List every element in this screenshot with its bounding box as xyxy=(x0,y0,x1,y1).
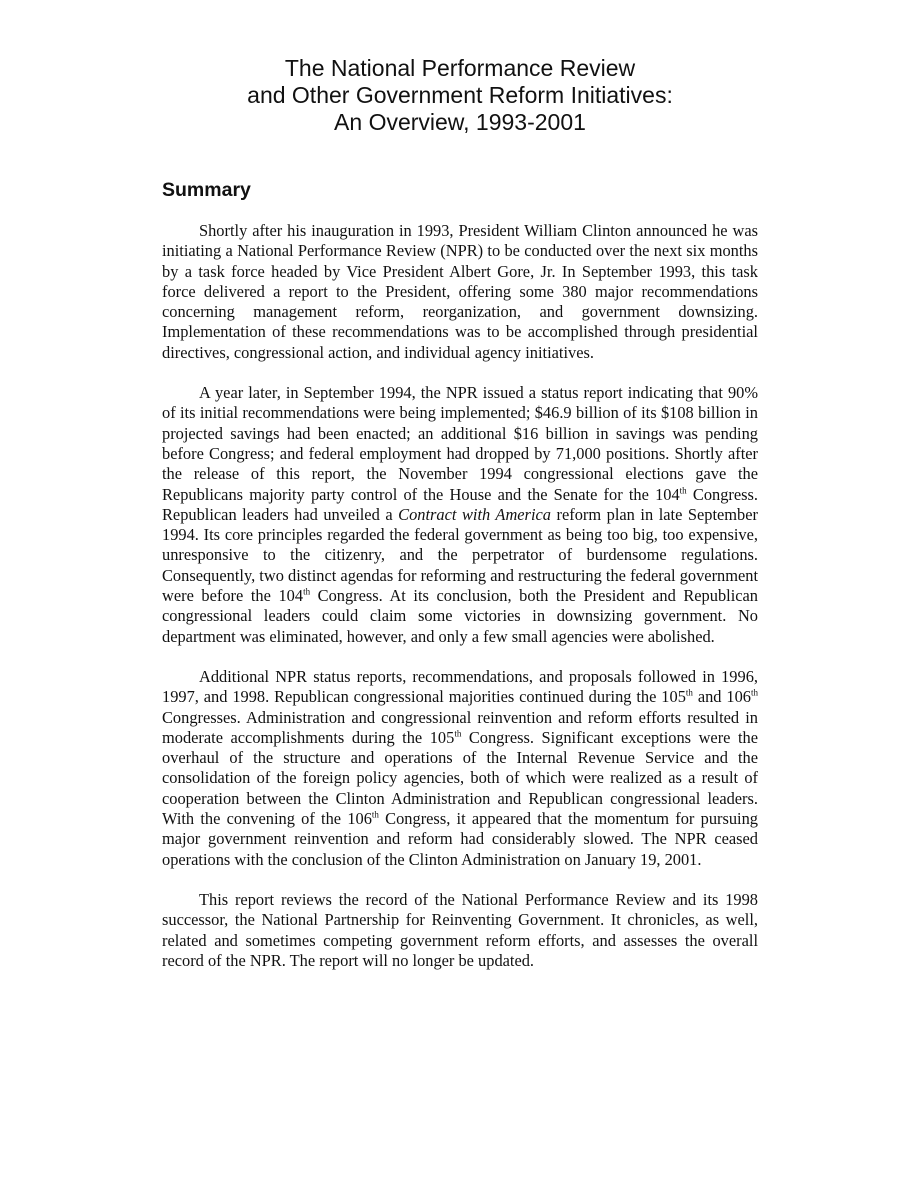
p2-text-a: A year later, in September 1994, the NPR issued a status report indicating that 90% of its initial recommendations were being implemented; $46.9 billion of its $108 billion in projected savings had been enacted; an additional $16 billion in savings was pending before Congress; and federal employment had dropped by 71,000 positions. Shortly after the release of this report, the November 1994 congressional elections gave the Republicans majority party control of the House and the Senate for the 104 xyxy=(162,383,758,504)
report-title-line-1: The National Performance Review xyxy=(284,55,636,81)
p3-text-c: Congresses. Administration and congressional reinvention and reform efforts resulted in moderate accomplishments during the 105 xyxy=(162,707,758,747)
p3-text-e: Congress, it appeared that the momentum for pursuing major government reinvention and reform had considerably slowed. The NPR ceased operations with the conclusion of the Clinton Administration on January 19, 2001. xyxy=(162,809,759,869)
report-title xyxy=(162,55,758,136)
report-title-line-3: An Overview, 1993-2001 xyxy=(334,109,586,135)
summary-paragraph-4: This report reviews the record of the National Performance Review and its 1998 successor, the National Partnership for Reinventing Government. It chronicles, as well, related and sometimes competing government reform efforts, and assesses the overall record of the NPR. The report will no longer be updated. xyxy=(162,889,758,970)
p3-superscript-4: th xyxy=(371,809,379,820)
document-page xyxy=(162,55,758,971)
summary-heading: Summary xyxy=(162,179,251,201)
report-title-line-2: and Other Government Reform Initiatives: xyxy=(247,82,673,108)
p3-superscript-1: th xyxy=(685,687,693,698)
p3-text-a: Additional NPR status reports, recommendations, and proposals followed in 1996, 1997, and 1998. Republican congressional majorities continued during the 105 xyxy=(162,666,758,707)
contract-with-america-italic: Contract with America xyxy=(398,504,551,524)
p3-superscript-3: th xyxy=(454,728,462,739)
p2-superscript-1: th xyxy=(679,485,687,496)
p2-text-b: Congress. Republican leaders had unveiled a xyxy=(162,484,758,524)
p3-text-b: and 106 xyxy=(692,687,751,707)
p2-text-d: Congress. At its conclusion, both the President and Republican congressional leaders could claim some victories in downsizing government. No department was eliminated, however, and only a few small agencies were abolished. xyxy=(162,586,758,646)
summary-paragraph-3 xyxy=(162,667,758,870)
p3-superscript-2: th xyxy=(750,687,758,698)
p3-text-d: Congress. Significant exceptions were the overhaul of the structure and operations of the Internal Revenue Service and the consolidation of the foreign policy agencies, both of which were realized as a result of cooperation between the Clinton Administration and Republican congressional leaders. With the convening of the 106 xyxy=(162,727,758,829)
summary-paragraph-1: Shortly after his inauguration in 1993, President William Clinton announced he was initiating a National Performance Review (NPR) to be conducted over the next six months by a task force headed by Vice President Albert Gore, Jr. In September 1993, this task force delivered a report to the President, offering some 380 major recommendations concerning management reform, reorganization, and government downsizing. Implementation of these recommendations was to be accomplished through presidential directives, congressional action, and individual agency initiatives. xyxy=(162,221,758,362)
summary-paragraph-2 xyxy=(162,383,758,647)
p2-text-c: reform plan in late September 1994. Its core principles regarded the federal government as being too big, too expensive, unresponsive to the citizenry, and the perpetrator of burdensome regulations. Consequently, two distinct agendas for reforming and restructuring the federal government were before the 104 xyxy=(162,504,758,606)
p2-superscript-2: th xyxy=(303,586,311,597)
